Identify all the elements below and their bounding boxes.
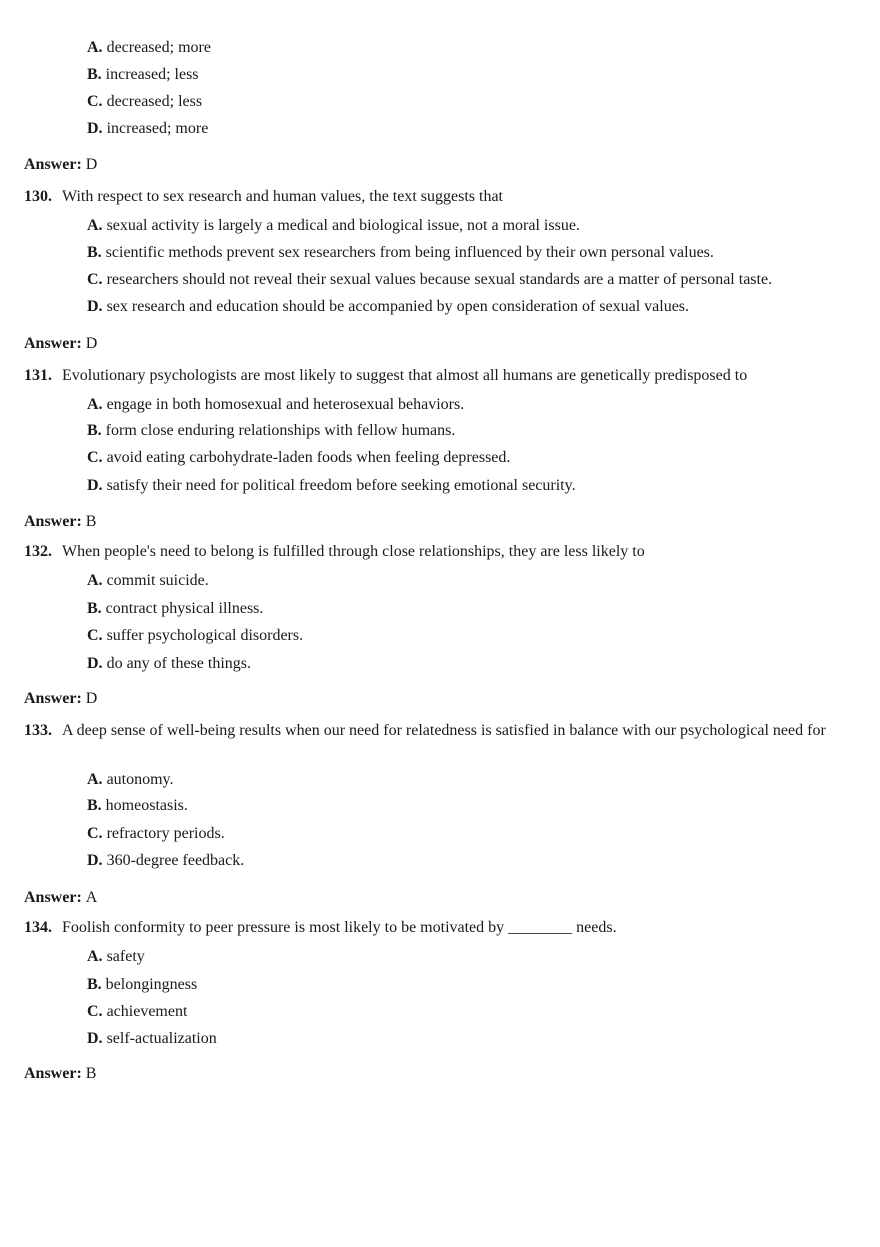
option-text: belongingness <box>105 976 198 993</box>
option-letter: D. <box>87 852 103 869</box>
option-d <box>87 654 251 674</box>
answer-line <box>24 689 97 709</box>
option-d <box>87 476 576 496</box>
option-letter: D. <box>87 1030 103 1047</box>
question-number: 132. <box>24 543 52 560</box>
option-text: increased; less <box>105 66 199 83</box>
option-text: form close enduring relationships with fellow humans. <box>105 422 456 439</box>
option-letter: C. <box>87 627 103 644</box>
option-d <box>87 851 244 871</box>
option-letter: D. <box>87 298 103 315</box>
option-text: increased; more <box>106 120 209 137</box>
option-text: sexual activity is largely a medical and biological issue, not a moral issue. <box>106 217 580 234</box>
option-a <box>87 395 464 415</box>
option-text: engage in both homosexual and heterosexual behaviors. <box>106 396 465 413</box>
answer-line <box>24 155 97 175</box>
option-b <box>87 796 188 816</box>
option-letter: A. <box>87 948 103 965</box>
option-letter: A. <box>87 39 103 56</box>
option-letter: D. <box>87 120 103 137</box>
option-text: commit suicide. <box>106 572 209 589</box>
option-letter: B. <box>87 66 102 83</box>
question-131 <box>24 366 840 386</box>
option-text: refractory periods. <box>106 825 225 842</box>
option-a <box>87 38 211 58</box>
answer-value: B <box>85 513 97 530</box>
question-text: Foolish conformity to peer pressure is most likely to be motivated by ________ needs. <box>62 919 617 936</box>
question-number: 131. <box>24 367 52 384</box>
answer-label: Answer: <box>24 889 82 906</box>
option-letter: B. <box>87 976 102 993</box>
option-text: satisfy their need for political freedom before seeking emotional security. <box>106 477 576 494</box>
option-letter: C. <box>87 1003 103 1020</box>
option-a <box>87 216 580 236</box>
option-b <box>87 243 714 263</box>
answer-line <box>24 1064 96 1084</box>
option-text: decreased; less <box>106 93 203 110</box>
option-letter: A. <box>87 217 103 234</box>
option-text: safety <box>106 948 145 965</box>
question-text: With respect to sex research and human values, the text suggests that <box>62 188 503 205</box>
option-c <box>87 92 202 112</box>
option-text: autonomy. <box>106 771 174 788</box>
answer-line <box>24 888 97 908</box>
question-130 <box>24 187 840 207</box>
option-text: contract physical illness. <box>105 600 264 617</box>
option-letter: A. <box>87 572 103 589</box>
option-letter: D. <box>87 477 103 494</box>
option-d <box>87 119 208 139</box>
option-letter: D. <box>87 655 103 672</box>
option-text: do any of these things. <box>106 655 251 672</box>
option-d <box>87 1029 217 1049</box>
option-a <box>87 571 209 591</box>
option-c <box>87 824 225 844</box>
answer-value: A <box>85 889 98 906</box>
answer-value: D <box>85 335 98 352</box>
option-b <box>87 421 455 441</box>
option-text: researchers should not reveal their sexual values because sexual standards are a matter of personal taste. <box>106 271 773 288</box>
option-letter: B. <box>87 422 102 439</box>
option-b <box>87 599 263 619</box>
answer-line <box>24 512 96 532</box>
option-letter: C. <box>87 271 103 288</box>
option-c <box>87 626 303 646</box>
option-letter: B. <box>87 244 102 261</box>
option-c <box>87 448 510 468</box>
answer-label: Answer: <box>24 690 82 707</box>
option-text: scientific methods prevent sex researchers from being influenced by their own personal values. <box>105 244 714 261</box>
option-text: sex research and education should be accompanied by open consideration of sexual values. <box>106 298 690 315</box>
question-text: Evolutionary psychologists are most likely to suggest that almost all humans are genetically predisposed to <box>62 367 748 384</box>
answer-value: D <box>85 156 98 173</box>
option-letter: A. <box>87 396 103 413</box>
question-number: 133. <box>24 722 52 739</box>
question-text: A deep sense of well-being results when our need for relatedness is satisfied in balance with our psychological need for <box>62 722 826 739</box>
answer-label: Answer: <box>24 513 82 530</box>
question-133 <box>24 721 840 741</box>
answer-label: Answer: <box>24 1065 82 1082</box>
option-text: 360-degree feedback. <box>106 852 245 869</box>
option-text: suffer psychological disorders. <box>106 627 304 644</box>
option-b <box>87 65 199 85</box>
option-text: achievement <box>106 1003 188 1020</box>
option-a <box>87 947 145 967</box>
option-letter: A. <box>87 771 103 788</box>
option-letter: C. <box>87 93 103 110</box>
question-134 <box>24 918 840 938</box>
answer-label: Answer: <box>24 156 82 173</box>
option-d <box>87 297 689 317</box>
option-b <box>87 975 197 995</box>
option-c <box>87 1002 187 1022</box>
question-number: 130. <box>24 188 52 205</box>
option-a <box>87 770 174 790</box>
option-letter: B. <box>87 797 102 814</box>
question-number: 134. <box>24 919 52 936</box>
question-132 <box>24 542 840 562</box>
option-text: homeostasis. <box>105 797 188 814</box>
option-text: decreased; more <box>106 39 211 56</box>
answer-value: D <box>85 690 98 707</box>
option-letter: C. <box>87 825 103 842</box>
option-c <box>87 270 772 290</box>
option-letter: B. <box>87 600 102 617</box>
answer-value: B <box>85 1065 97 1082</box>
answer-label: Answer: <box>24 335 82 352</box>
option-text: avoid eating carbohydrate-laden foods when feeling depressed. <box>106 449 511 466</box>
answer-line <box>24 334 97 354</box>
option-text: self-actualization <box>106 1030 217 1047</box>
question-text: When people's need to belong is fulfilled through close relationships, they are less likely to <box>62 543 645 560</box>
option-letter: C. <box>87 449 103 466</box>
